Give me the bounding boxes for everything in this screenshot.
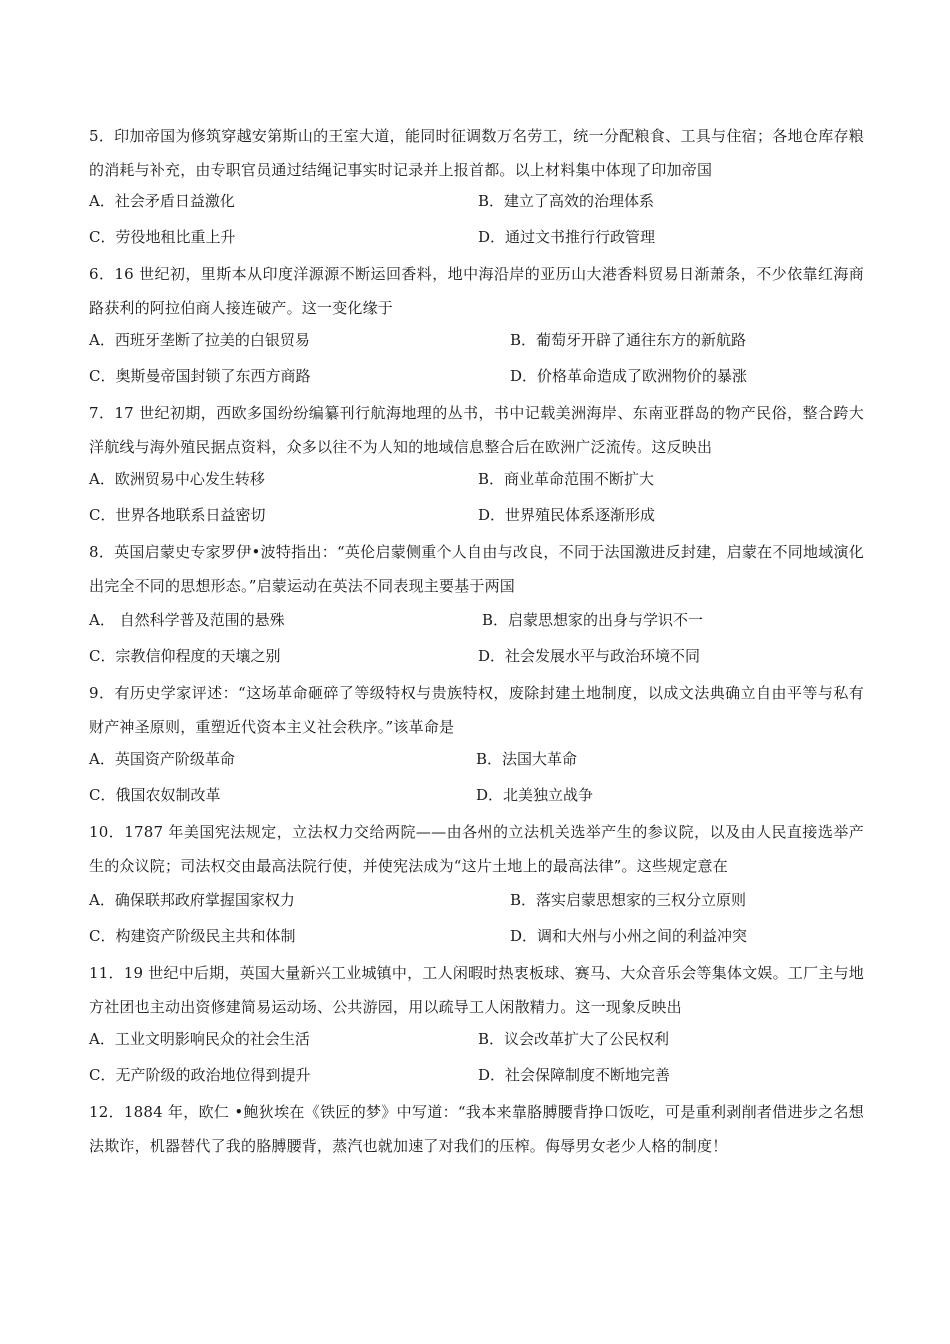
- question-9-option-a: A．英国资产阶级革命: [89, 750, 235, 768]
- question-7-option-b: B．商业革命范围不断扩大: [478, 470, 655, 488]
- question-9-stem: 9．有历史学家评述：“这场革命砸碎了等级特权与贵族特权，废除封建土地制度，以成文法典确立自由平等与私有财产神圣原则，重塑近代资本主义社会秩序。”该革命是: [89, 684, 864, 736]
- question-6-option-a: A．西班牙垄断了拉美的白银贸易: [89, 331, 310, 349]
- question-9-option-b: B．法国大革命: [476, 750, 578, 768]
- question-8-option-d: D．社会发展水平与政治环境不同: [478, 647, 701, 665]
- question-12-stem: 12．1884 年，欧仁 •鲍狄埃在《铁匠的梦》中写道：“我本来靠胳膊腰背挣口饭吃，可是重利剥削者借进步之名想法欺诈，机器替代了我的胳膊腰背，蒸汽也就加速了对我们的压榨。侮辱男女老少人格的制度！: [89, 1103, 864, 1155]
- question-10-option-d: D．调和大州与小州之间的利益冲突: [510, 927, 748, 945]
- question-5-option-c: C．劳役地租比重上升: [89, 228, 236, 246]
- question-6-stem: 6．16 世纪初，里斯本从印度洋源源不断运回香料，地中海沿岸的亚历山大港香料贸易日渐萧条，不少依靠红海商路获利的阿拉伯商人接连破产。这一变化缘于: [89, 265, 864, 317]
- question-10-option-a: A．确保联邦政府掌握国家权力: [89, 891, 295, 909]
- question-11-option-b: B．议会改革扩大了公民权利: [478, 1030, 670, 1048]
- question-6-option-d: D．价格革命造成了欧洲物价的暴涨: [510, 367, 748, 385]
- question-10-option-c: C．构建资产阶级民主共和体制: [89, 927, 296, 945]
- question-8-option-b: B．启蒙思想家的出身与学识不一: [482, 611, 704, 629]
- question-6-option-b: B．葡萄牙开辟了通往东方的新航路: [510, 331, 747, 349]
- question-7-option-d: D．世界殖民体系逐渐形成: [478, 506, 656, 524]
- question-11-option-a: A．工业文明影响民众的社会生活: [89, 1030, 310, 1048]
- question-5-option-d: D．通过文书推行行政管理: [478, 228, 656, 246]
- question-5-stem: 5．印加帝国为修筑穿越安第斯山的王室大道，能同时征调数万名劳工，统一分配粮食、工具与住宿；各地仓库存粮的消耗与补充，由专职官员通过结绳记事实时记录并上报首都。以上材料集中体现了印加帝国: [89, 127, 864, 179]
- question-8-option-a: A． 自然科学普及范围的悬殊: [89, 611, 285, 629]
- question-10-option-b: B．落实启蒙思想家的三权分立原则: [510, 891, 747, 909]
- question-10-stem: 10．1787 年美国宪法规定，立法权力交给两院——由各州的立法机关选举产生的参议院，以及由人民直接选举产生的众议院；司法权交由最高法院行使，并使宪法成为“这片土地上的最高法律”。这些规定意在: [89, 823, 864, 875]
- question-5-option-b: B．建立了高效的治理体系: [478, 192, 655, 210]
- question-11-stem: 11．19 世纪中后期，英国大量新兴工业城镇中，工人闲暇时热衷板球、赛马、大众音乐会等集体文娱。工厂主与地方社团也主动出资修建简易运动场、公共游园，用以疏导工人闲散精力。这一现象反映出: [89, 964, 864, 1016]
- question-9-option-c: C．俄国农奴制改革: [89, 786, 221, 804]
- question-11-option-c: C．无产阶级的政治地位得到提升: [89, 1066, 311, 1084]
- question-7-stem: 7．17 世纪初期，西欧多国纷纷编纂刊行航海地理的丛书，书中记载美洲海岸、东南亚群岛的物产民俗，整合跨大洋航线与海外殖民据点资料，众多以往不为人知的地域信息整合后在欧洲广泛流传。这反映出: [89, 404, 864, 456]
- question-6-option-c: C．奥斯曼帝国封锁了东西方商路: [89, 367, 311, 385]
- question-8-option-c: C．宗教信仰程度的天壤之别: [89, 647, 281, 665]
- question-7-option-c: C．世界各地联系日益密切: [89, 506, 266, 524]
- question-11-option-d: D．社会保障制度不断地完善: [478, 1066, 671, 1084]
- question-8-stem: 8．英国启蒙史专家罗伊•波特指出：“英伦启蒙侧重个人自由与改良，不同于法国激进反封建，启蒙在不同地域演化出完全不同的思想形态。”启蒙运动在英法不同表现主要基于两国: [89, 543, 864, 595]
- question-9-option-d: D．北美独立战争: [476, 786, 594, 804]
- question-5-option-a: A．社会矛盾日益激化: [89, 192, 235, 210]
- question-7-option-a: A．欧洲贸易中心发生转移: [89, 470, 265, 488]
